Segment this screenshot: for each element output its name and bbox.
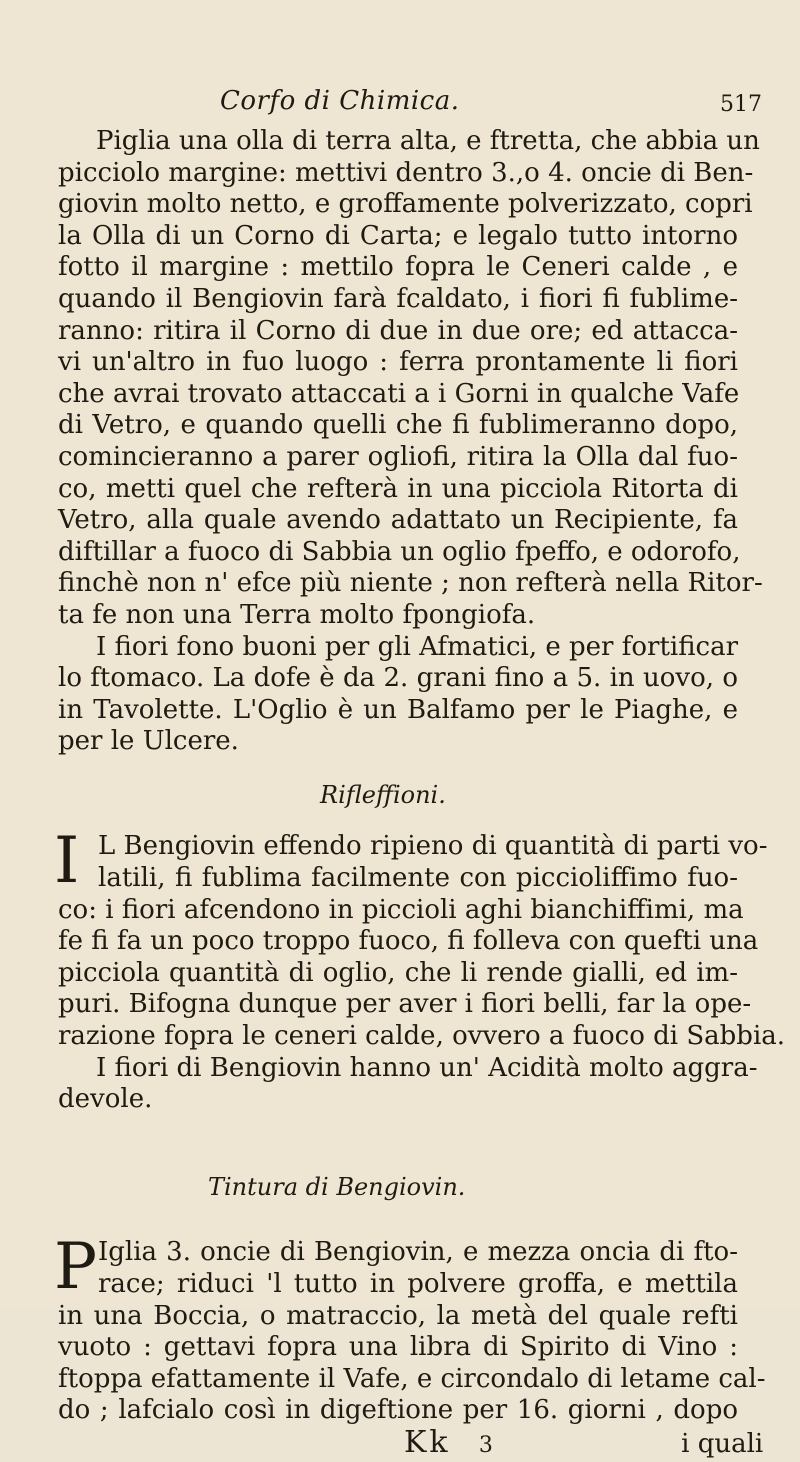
- section-heading-riflessioni: Rifleffioni.: [320, 780, 446, 809]
- text-line: ranno: ritira il Corno di due in due ore; ed attacca-: [58, 315, 738, 346]
- text-line: diftillar a fuoco di Sabbia un oglio fpeffo, e odorofo,: [58, 536, 741, 567]
- body-text: [54, 126, 786, 1462]
- text-line: lo ftomaco. La dofe è da 2. grani fino a 5. in uovo, o: [58, 663, 738, 694]
- text-line: Vetro, alla quale avendo adattato un Recipiente, fa: [58, 505, 738, 536]
- text-line: co, metti quel che refterà in una picciola Ritorta di: [58, 473, 738, 504]
- text-line: ta fe non una Terra molto fpongiofa.: [58, 599, 536, 630]
- text-line: quando il Bengiovin farà fcaldato, i fiori fi fublime-: [58, 283, 738, 314]
- paragraph-piglia-una-olla: [58, 126, 763, 632]
- signature-mark: Kk: [404, 1424, 451, 1460]
- catchword: i quali: [681, 1428, 764, 1459]
- text-line: razione fopra le ceneri calde, ovvero a fuoco di Sabbia.: [58, 1021, 786, 1052]
- text-line: devole.: [58, 1084, 153, 1115]
- section-heading-tintura: Tintura di Bengiovin.: [208, 1172, 466, 1201]
- paragraph-tintura: [54, 1230, 766, 1427]
- text-line: in una Boccia, o matraccio, la metà del quale refti: [58, 1300, 738, 1331]
- running-title: Corfo di Chimica.: [220, 86, 460, 116]
- text-line: fe fi fa un poco troppo fuoco, fi folleva con quefti una: [58, 926, 759, 957]
- text-line: Piglia una olla di terra alta, e ftretta, che abbia un: [96, 126, 760, 156]
- text-line: I fiori fono buoni per gli Afmatici, e per fortificar: [96, 631, 739, 662]
- text-line: I fiori di Bengiovin hanno un' Acidità molto aggra-: [96, 1052, 758, 1083]
- text-line: picciola quantità di oglio, che li rende gialli, ed im-: [58, 957, 738, 988]
- text-line: giovin molto netto, e groffamente polverizzato, copri: [58, 189, 753, 220]
- text-line: puri. Bifogna dunque per aver i fiori belli, far la ope-: [58, 989, 752, 1020]
- text-line: per le Ulcere.: [58, 726, 239, 757]
- drop-cap: I: [54, 824, 80, 899]
- text-line: L Bengiovin effendo ripieno di quantità di parti vo-: [98, 831, 768, 862]
- text-line: finchè non n' efce più niente ; non refterà nella Ritor-: [58, 568, 763, 599]
- text-line: ftoppa efattamente il Vafe, e circondalo di letame cal-: [58, 1363, 766, 1394]
- text-line: race; riduci 'l tutto in polvere groffa, e mettila: [98, 1269, 738, 1299]
- text-line: che avrai trovato attaccati a i Gorni in qualche Vafe: [58, 378, 740, 409]
- paragraph-acidita: [58, 1052, 758, 1116]
- text-line: vuoto : gettavi fopra una libra di Spirito di Vino :: [58, 1332, 738, 1363]
- text-line: la Olla di un Corno di Carta; e legalo tutto intorno: [58, 220, 738, 251]
- text-line: in Tavolette. L'Oglio è un Balfamo per le Piaghe, e: [58, 694, 738, 725]
- page-footer: [58, 1424, 764, 1462]
- paragraph-i-fiori-sono-buoni: [58, 632, 738, 758]
- text-line: vi un'altro in fuo luogo : ferra prontamente li fiori: [58, 347, 738, 378]
- text-line: co: i fiori afcendono in piccioli aghi bianchiffimi, ma: [58, 894, 744, 925]
- page-number: 517: [720, 92, 762, 117]
- text-line: Iglia 3. oncie di Bengiovin, e mezza oncia di fto-: [98, 1237, 738, 1268]
- text-line: di Vetro, e quando quelli che fi fublimeranno dopo,: [58, 410, 738, 441]
- signature-number: 3: [478, 1432, 493, 1458]
- paragraph-riflessioni: [54, 824, 786, 1052]
- drop-cap: P: [54, 1230, 98, 1305]
- text-line: comincieranno a parer ogliofi, ritira la Olla dal fuo-: [58, 441, 738, 472]
- text-line: fotto il margine : mettilo fopra le Ceneri calde , e: [58, 252, 738, 283]
- text-line: do ; lafcialo così in digeftione per 16. giorni , dopo: [58, 1395, 738, 1426]
- text-line: picciolo margine: mettivi dentro 3.,o 4. oncie di Ben-: [58, 157, 754, 188]
- text-line: latili, fi fublima facilmente con piccioliffimo fuo-: [98, 863, 738, 894]
- page-header: [0, 86, 800, 126]
